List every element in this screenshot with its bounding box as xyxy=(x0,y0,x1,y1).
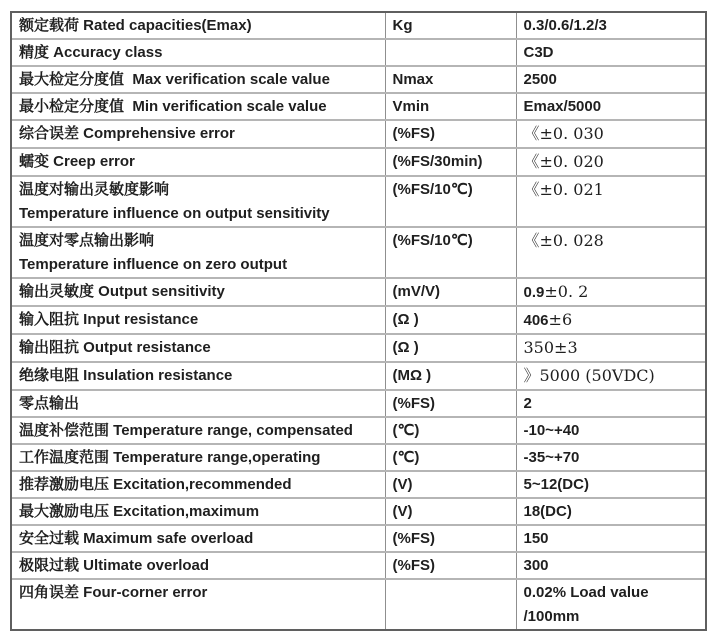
parameter-label xyxy=(12,148,385,176)
value-line xyxy=(524,280,700,305)
unit-cell: (%FS/10℃) xyxy=(385,227,516,278)
parameter-label-line: 推荐激励电压 Excitation,recommended xyxy=(19,476,292,493)
table-row xyxy=(12,362,705,390)
parameter-label-line: 极限过载 Ultimate overload xyxy=(19,557,210,574)
unit-cell: (Ω ) xyxy=(385,334,516,362)
parameter-label xyxy=(12,390,385,417)
parameter-label-line: 安全过载 Maximum safe overload xyxy=(19,530,254,547)
table-row xyxy=(12,444,705,471)
parameter-label-line: 温度补偿范围 Temperature range, compensated xyxy=(19,422,353,439)
table-row xyxy=(12,176,705,227)
value-cell xyxy=(516,13,705,39)
value-line xyxy=(524,14,700,38)
value-cell xyxy=(516,176,705,227)
table-row xyxy=(12,227,705,278)
value-cell xyxy=(516,552,705,579)
parameter-label-line: 输出阻抗 Output resistance xyxy=(19,339,211,356)
value-line xyxy=(524,229,700,254)
parameter-label-line: 温度对零点输出影响 xyxy=(19,232,155,249)
value-line xyxy=(524,605,700,629)
unit-cell: (℃) xyxy=(385,444,516,471)
value-line xyxy=(524,122,700,147)
parameter-label xyxy=(12,334,385,362)
parameter-label-line: Temperature influence on output sensitivity xyxy=(19,205,330,222)
value-segment: 150 xyxy=(523,530,549,547)
value-segment: /100mm xyxy=(523,608,580,625)
parameter-label xyxy=(12,93,385,120)
value-segment: 406 xyxy=(523,312,549,329)
unit-cell: (MΩ ) xyxy=(385,362,516,390)
unit-cell: (%FS) xyxy=(385,120,516,148)
value-cell xyxy=(516,39,705,66)
value-cell xyxy=(516,417,705,444)
value-cell xyxy=(516,362,705,390)
table-row xyxy=(12,120,705,148)
value-segment: 0.02% Load value xyxy=(523,584,649,601)
value-line xyxy=(524,68,700,92)
parameter-label xyxy=(12,39,385,66)
parameter-label-line: 温度对输出灵敏度影响 xyxy=(19,181,170,198)
value-segment: 2 xyxy=(523,395,532,412)
unit-cell: Vmin xyxy=(385,93,516,120)
table-row xyxy=(12,306,705,334)
table-row xyxy=(12,148,705,176)
parameter-label xyxy=(12,176,385,227)
table-row xyxy=(12,471,705,498)
value-segment: 《±0. 021 xyxy=(523,180,604,199)
value-cell xyxy=(516,525,705,552)
value-line xyxy=(524,41,700,65)
value-line xyxy=(524,150,700,175)
value-segment: Emax/5000 xyxy=(523,98,602,115)
parameter-label xyxy=(12,362,385,390)
table-row xyxy=(12,39,705,66)
table-row xyxy=(12,579,705,629)
parameter-label xyxy=(12,525,385,552)
value-line xyxy=(524,473,700,497)
parameter-label xyxy=(12,552,385,579)
value-cell xyxy=(516,334,705,362)
parameter-label-line: 综合误差 Comprehensive error xyxy=(19,125,235,142)
unit-cell: (%FS) xyxy=(385,552,516,579)
value-segment: 350±3 xyxy=(523,338,578,357)
value-segment: 《±0. 028 xyxy=(523,231,604,250)
value-line xyxy=(524,95,700,119)
unit-cell: (mV/V) xyxy=(385,278,516,306)
value-cell xyxy=(516,66,705,93)
parameter-label xyxy=(12,444,385,471)
parameter-label-line: 最大激励电压 Excitation,maximum xyxy=(19,503,260,520)
value-line xyxy=(524,581,700,605)
spec-table xyxy=(12,13,705,629)
value-cell xyxy=(516,120,705,148)
value-segment: 》5000 (50VDC) xyxy=(523,366,655,385)
unit-cell: (%FS/10℃) xyxy=(385,176,516,227)
table-row xyxy=(12,525,705,552)
parameter-label-line: 绝缘电阻 Insulation resistance xyxy=(19,367,233,384)
value-line xyxy=(524,446,700,470)
table-row xyxy=(12,417,705,444)
parameter-label xyxy=(12,120,385,148)
parameter-label xyxy=(12,417,385,444)
value-cell xyxy=(516,471,705,498)
parameter-label xyxy=(12,471,385,498)
value-cell xyxy=(516,278,705,306)
value-line xyxy=(524,500,700,524)
parameter-label xyxy=(12,227,385,278)
parameter-label-line: 输出灵敏度 Output sensitivity xyxy=(19,283,225,300)
unit-cell: (%FS) xyxy=(385,390,516,417)
value-segment: 5~12(DC) xyxy=(523,476,589,493)
parameter-label-line: 输入阻抗 Input resistance xyxy=(19,311,199,328)
value-segment: 《±0. 020 xyxy=(523,152,604,171)
value-segment: 0.3/0.6/1.2/3 xyxy=(523,17,607,34)
unit-cell: (V) xyxy=(385,498,516,525)
unit-cell: (V) xyxy=(385,471,516,498)
parameter-label-line: Temperature influence on zero output xyxy=(19,256,288,273)
value-segment: 《±0. 030 xyxy=(523,124,604,143)
value-line xyxy=(524,178,700,203)
value-segment: -10~+40 xyxy=(523,422,580,439)
value-segment: 0.9 xyxy=(523,284,545,301)
parameter-label xyxy=(12,498,385,525)
parameter-label-line: 蠕变 Creep error xyxy=(19,153,135,170)
value-line xyxy=(524,336,700,361)
parameter-label-line: 最小检定分度值 Min verification scale value xyxy=(19,98,327,115)
parameter-label xyxy=(12,13,385,39)
table-row xyxy=(12,390,705,417)
value-cell xyxy=(516,498,705,525)
table-row xyxy=(12,334,705,362)
value-line xyxy=(524,392,700,416)
table-row xyxy=(12,552,705,579)
spec-table-border xyxy=(10,11,707,631)
value-segment: ±0. 2 xyxy=(544,282,589,301)
value-segment: 2500 xyxy=(523,71,557,88)
value-cell xyxy=(516,93,705,120)
value-segment: C3D xyxy=(523,44,554,61)
value-line xyxy=(524,308,700,333)
unit-cell xyxy=(385,39,516,66)
parameter-label-line: 四角误差 Four-corner error xyxy=(19,584,208,601)
value-line xyxy=(524,554,700,578)
parameter-label xyxy=(12,306,385,334)
value-line xyxy=(524,364,700,389)
unit-cell xyxy=(385,579,516,629)
value-cell xyxy=(516,306,705,334)
value-cell xyxy=(516,444,705,471)
value-line xyxy=(524,419,700,443)
value-segment: 300 xyxy=(523,557,549,574)
table-row xyxy=(12,13,705,39)
unit-cell: (℃) xyxy=(385,417,516,444)
unit-cell: Kg xyxy=(385,13,516,39)
table-row xyxy=(12,498,705,525)
spec-table-body xyxy=(12,13,705,629)
parameter-label-line: 最大检定分度值 Max verification scale value xyxy=(19,71,330,88)
parameter-label-line: 零点输出 xyxy=(19,395,80,412)
table-row xyxy=(12,93,705,120)
value-line xyxy=(524,527,700,551)
value-cell xyxy=(516,579,705,629)
table-row xyxy=(12,278,705,306)
parameter-label-line: 工作温度范围 Temperature range,operating xyxy=(19,449,321,466)
parameter-label xyxy=(12,579,385,629)
parameter-label-line: 精度 Accuracy class xyxy=(19,44,163,61)
unit-cell: (Ω ) xyxy=(385,306,516,334)
unit-cell: (%FS/30min) xyxy=(385,148,516,176)
unit-cell: (%FS) xyxy=(385,525,516,552)
unit-cell: Nmax xyxy=(385,66,516,93)
parameter-label xyxy=(12,66,385,93)
value-cell xyxy=(516,390,705,417)
value-segment: ±6 xyxy=(548,310,573,329)
value-segment: -35~+70 xyxy=(523,449,580,466)
value-cell xyxy=(516,227,705,278)
value-cell xyxy=(516,148,705,176)
parameter-label xyxy=(12,278,385,306)
table-row xyxy=(12,66,705,93)
parameter-label-line: 额定载荷 Rated capacities(Emax) xyxy=(19,17,252,34)
value-segment: 18(DC) xyxy=(523,503,572,520)
